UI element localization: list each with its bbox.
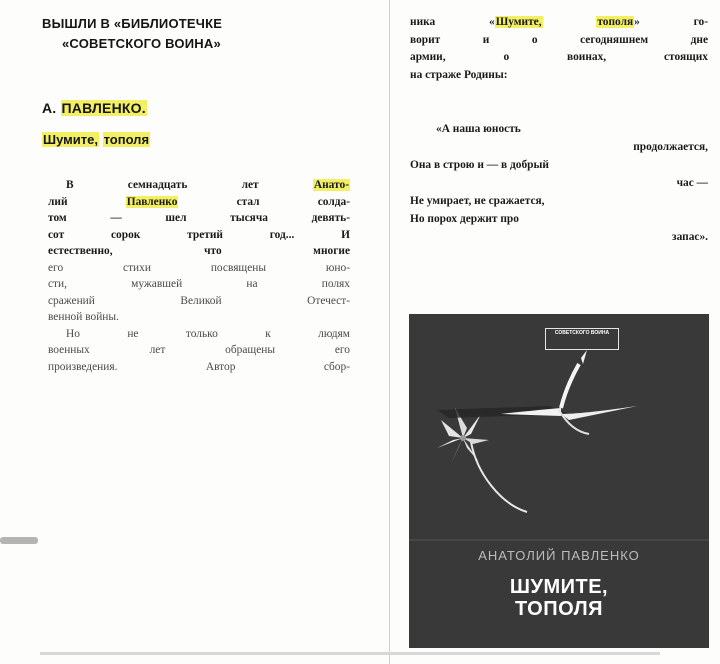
series-badge <box>545 328 619 350</box>
header-line-2: «СОВЕТСКОГО ВОИНА» <box>62 36 221 51</box>
text-fragment: ника « <box>410 16 495 28</box>
left-article-text <box>48 177 350 375</box>
poem-line: Не умирает, не сражается, <box>410 195 545 207</box>
poem-line: запас». <box>672 231 708 243</box>
text-line: сот сорок третий год... И <box>48 228 350 241</box>
text-line <box>48 177 350 194</box>
text-fragment: лий <box>48 195 68 208</box>
poem-quote <box>410 120 708 246</box>
text-line: сражений Великой Отечест- <box>48 294 350 307</box>
text-line: сти, мужавшей на полях <box>48 278 350 290</box>
text-line: военных лет обращены его <box>48 344 350 356</box>
scan-artifact-dash <box>0 537 38 544</box>
text-fragment: В семнадцать лет <box>66 179 259 191</box>
cover-author: АНАТОЛИЙ ПАВЛЕНКО <box>478 548 640 563</box>
text-fragment: стал солда- <box>236 195 350 208</box>
text-line <box>48 194 350 211</box>
column-divider <box>389 0 390 664</box>
poem-line: час — <box>676 177 708 189</box>
text-fragment: » го- <box>634 16 708 28</box>
text-line: венной войны. <box>48 311 119 323</box>
book-cover-image <box>409 314 709 648</box>
book-title <box>42 132 150 147</box>
text-line: естественно, что многие <box>48 245 350 257</box>
right-article-text <box>410 14 708 84</box>
scan-bottom-edge <box>40 652 660 655</box>
text-line: армии, о воинах, стоящих <box>410 51 708 63</box>
cover-title-line-1: ШУМИТЕ, <box>509 576 609 598</box>
highlighted-title: тополя <box>597 16 634 28</box>
poem-line: Но порох держит про <box>410 213 519 225</box>
highlighted-name: Анато- <box>313 179 349 191</box>
text-line <box>410 14 708 32</box>
text-line: том — шел тысяча девять- <box>48 212 350 224</box>
author-initial: А. <box>42 100 57 116</box>
header-line-1: ВЫШЛИ В «БИБЛИОТЕЧКЕ <box>42 16 223 31</box>
highlighted-name: Павленко <box>126 195 178 208</box>
poem-line: «А наша юность <box>436 123 521 135</box>
cover-title <box>409 576 709 620</box>
text-fragment: Она в строю и — в добрый <box>410 159 549 171</box>
text-line: Но не только к людям <box>66 327 350 340</box>
cover-title-line-2: ТОПОЛЯ <box>514 598 604 620</box>
text-line: ворит и о сегодняшнем дне <box>410 33 708 46</box>
text-line: его стихи посвящены юно- <box>48 261 350 274</box>
text-line: произведения. Автор сбор- <box>48 360 350 373</box>
poem-line <box>410 156 708 174</box>
section-header <box>42 14 362 54</box>
author-name <box>42 100 147 116</box>
author-surname: ПАВЛЕНКО. <box>61 100 146 116</box>
text-line: на страже Родины: <box>410 68 508 81</box>
book-title-word-2: тополя <box>103 132 150 147</box>
highlighted-title: Шумите, <box>495 16 542 28</box>
book-title-word-1: Шумите, <box>43 132 98 147</box>
series-label: СОВЕТСКОГО ВОИНА <box>554 330 610 336</box>
poem-line: продолжается, <box>633 141 708 153</box>
